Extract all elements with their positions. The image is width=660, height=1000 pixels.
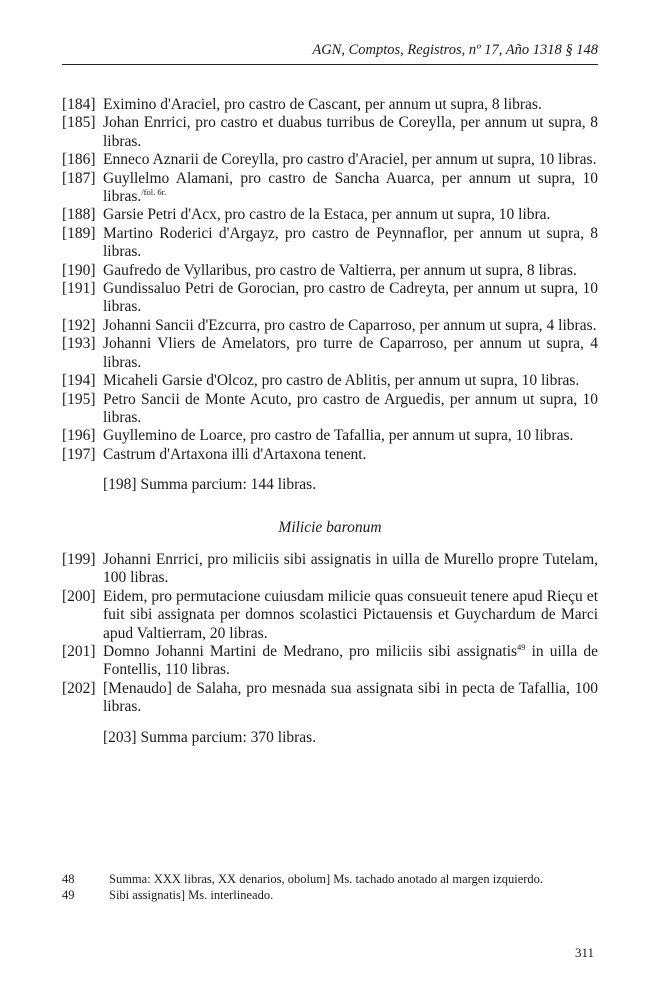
entry-text: Garsie Petri d'Acx, pro castro de la Estaca, per annum ut supra, 10 libra. (103, 206, 551, 224)
entry-text: Gaufredo de Vyllaribus, pro castro de Valtierra, per annum ut supra, 8 libras. (103, 261, 577, 279)
entry-text: Eidem, pro permutacione cuiusdam milicie quas consueuit tenere apud Rieçu et fuit sibi assignata per domnos scolastici Pictauensis et Guychardum de Marci apud Valtierram, 20 libras. (103, 587, 598, 642)
footnote-number: 49 (62, 888, 75, 902)
entry-187 (62, 170, 598, 207)
folio-marker: /fol. 6r. (141, 187, 167, 198)
entry-191 (62, 280, 598, 317)
entry-185 (62, 114, 598, 151)
entry-number: [190] (62, 261, 96, 279)
entry-text: [Menaudo] de Salaha, pro mesnada sua assignata sibi in pecta de Tafallia, 100 libras. (103, 679, 598, 716)
summa-parcium-203: [203] Summa parcium: 370 libras. (103, 728, 317, 746)
entry-number: [188] (62, 206, 96, 224)
entry-196 (62, 427, 598, 445)
running-header: AGN, Comptos, Registros, nº 17, Año 1318 § 148 (312, 42, 598, 58)
entry-195 (62, 391, 598, 428)
entry-number: [191] (62, 280, 96, 298)
entry-text: Johan Enrrici, pro castro et duabus turribus de Coreylla, per annum ut supra, 8 libras. (103, 114, 598, 150)
entry-192 (62, 317, 598, 335)
entry-number: [194] (62, 372, 96, 390)
entry-text: Guyllelmo Alamani, pro castro de Sancha Auarca, per annum ut supra, 10 libras. (103, 169, 598, 206)
entry-text: Eximino d'Araciel, pro castro de Cascant, per annum ut supra, 8 libras. (103, 96, 542, 113)
entry-text-wrap (103, 170, 598, 207)
entry-201 (62, 643, 598, 680)
entry-number: [199] (62, 550, 96, 568)
entry-text: Johanni Enrrici, pro miliciis sibi assignatis in uilla de Murello propre Tutelam, 100 libras. (103, 550, 598, 587)
summa-parcium-198: [198] Summa parcium: 144 libras. (103, 476, 317, 494)
entry-186 (62, 151, 598, 169)
entry-189 (62, 225, 598, 262)
entry-text: Guyllemino de Loarce, pro castro de Tafallia, per annum ut supra, 10 libras. (103, 427, 574, 445)
entry-text: Petro Sancii de Monte Acuto, pro castro de Arguedis, per annum ut supra, 10 libras. (103, 390, 598, 426)
entry-number: [197] (62, 445, 96, 463)
entry-190 (62, 262, 598, 280)
entry-number: [202] (62, 679, 96, 697)
footnotes (62, 871, 598, 903)
footnote-text: Sibi assignatis] Ms. interlineado. (109, 888, 274, 902)
entry-text: Micaheli Garsie d'Olcoz, pro castro de Ablitis, per annum ut supra, 10 libras. (103, 372, 580, 390)
entry-200 (62, 588, 598, 643)
entry-number: [186] (62, 151, 96, 169)
entry-193 (62, 335, 598, 372)
entry-194 (62, 372, 598, 390)
footnote-ref-49: 49 (517, 641, 526, 652)
entry-184 (62, 96, 598, 114)
entry-188 (62, 206, 598, 224)
entry-text: Castrum d'Artaxona illi d'Artaxona tenent. (103, 445, 367, 463)
entries-block (62, 96, 598, 747)
entry-text-after: in uilla de Fontellis, 110 libras. (103, 642, 598, 679)
entry-number: [187] (62, 169, 96, 187)
footnote-48 (62, 871, 598, 887)
entry-text: Johanni Vliers de Amelators, pro turre de Caparroso, per annum ut supra, 4 libras. (103, 335, 598, 371)
entry-199 (62, 551, 598, 588)
entry-number: [193] (62, 335, 96, 353)
section-heading: Milicie baronum (278, 518, 382, 536)
entry-number: [184] (62, 96, 96, 113)
entry-text: Martino Roderici d'Argayz, pro castro de Peynnaflor, per annum ut supra, 8 libras. (103, 224, 598, 261)
entry-number: [189] (62, 224, 96, 242)
entry-text: Johanni Sancii d'Ezcurra, pro castro de Caparroso, per annum ut supra, 4 libras. (103, 316, 597, 334)
footnote-text: Summa: XXX libras, XX denarios, obolum] Ms. tachado anotado al margen izquierdo. (109, 872, 544, 886)
header-rule (62, 64, 598, 65)
footnote-49 (62, 887, 598, 903)
entry-202 (62, 680, 598, 717)
entry-number: [195] (62, 390, 96, 408)
entry-number: [201] (62, 642, 96, 660)
entry-number: [185] (62, 114, 96, 132)
entry-text-wrap (103, 643, 598, 680)
entry-number: [196] (62, 427, 96, 445)
entry-text: Gundissaluo Petri de Gorocian, pro castro de Cadreyta, per annum ut supra, 10 libras. (103, 280, 598, 316)
entry-197 (62, 446, 598, 464)
entry-text-before: Domno Johanni Martini de Medrano, pro miliciis sibi assignatis (103, 642, 518, 660)
entry-text: Enneco Aznarii de Coreylla, pro castro d'Araciel, per annum ut supra, 10 libras. (103, 151, 597, 169)
footnote-number: 48 (62, 872, 75, 886)
entry-number: [200] (62, 587, 96, 605)
entry-number: [192] (62, 316, 96, 334)
page-number: 311 (574, 945, 594, 960)
